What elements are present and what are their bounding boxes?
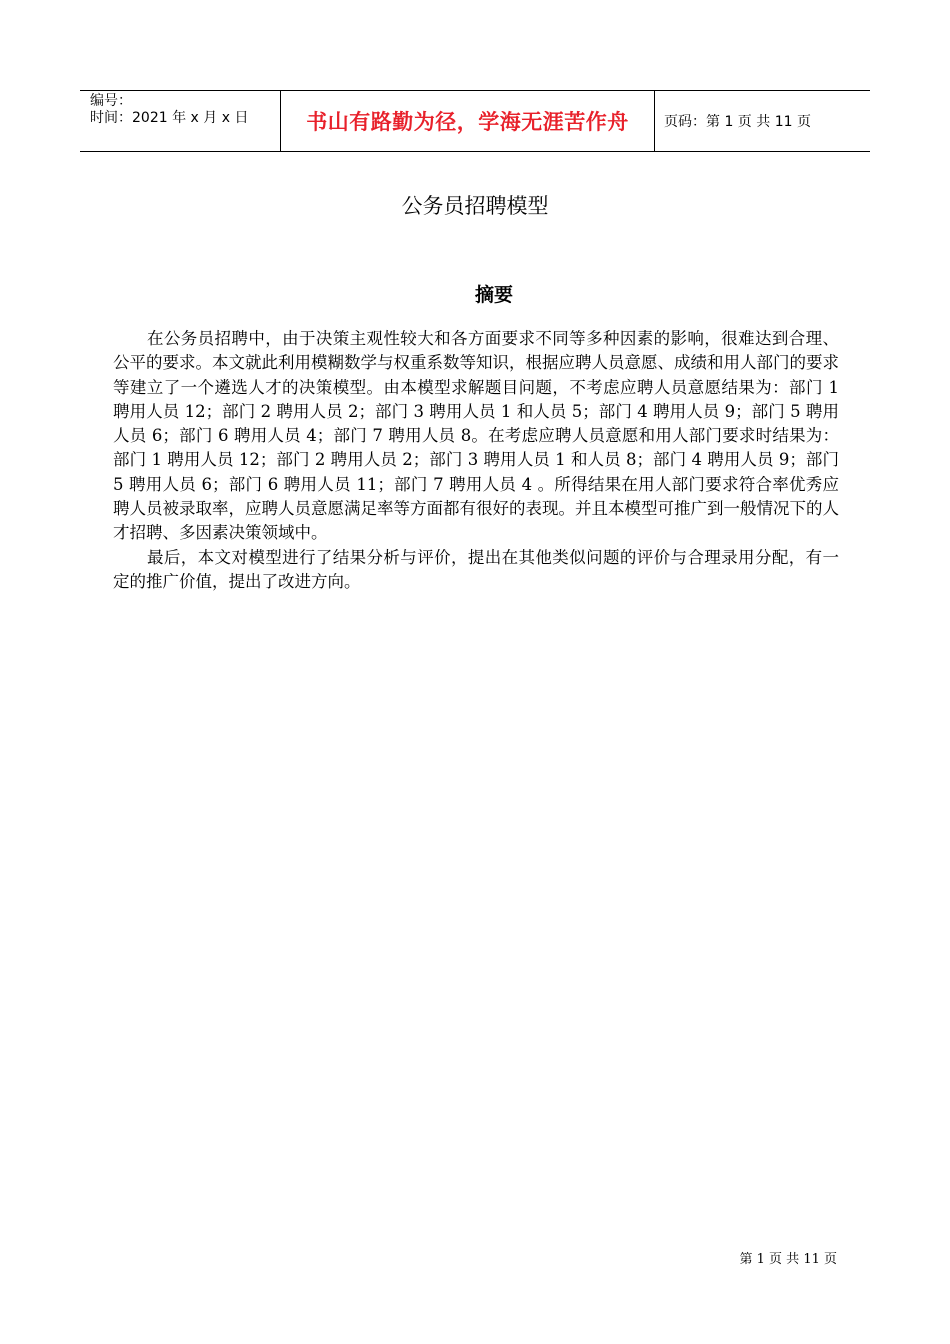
abstract-paragraph: 最后，本文对模型进行了结果分析与评价，提出在其他类似问题的评价与合理录用分配，有一定的推广价值，提出了改进方向。 [113, 547, 839, 591]
header-motto: 书山有路勤为径，学海无涯苦作舟 [281, 91, 655, 151]
document-number-label: 编号： [90, 93, 132, 109]
document-date-label: 时间：2021 年 x 月 x 日 [90, 110, 249, 126]
abstract-heading: 摘要 [474, 284, 513, 306]
abstract-body [113, 327, 839, 594]
abstract-paragraph: 在公务员招聘中，由于决策主观性较大和各方面要求不同等多种因素的影响，很难达到合理、公平的要求。本文就此利用模糊数学与权重系数等知识，根据应聘人员意愿、成绩和用人部门的要求等建立了一个遴选人才的决策模型。由本模型求解题目问题，不考虑应聘人员意愿结果为：部门 1 聘用人员 12；部门 2 聘用人员 2；部门 3 聘用人员 1 和人员 5；部门 4 聘用人员 9；部门 5 聘用人员 6；部门 6 聘用人员 4；部门 7 聘用人员 8。在考虑应聘人员意愿和用人部门要求时结果为：部门 1 聘用人员 12；部门 2 聘用人员 2；部门 3 聘用人员 1 和人员 8；部门 4 聘用人员 9；部门 5 聘用人员 6；部门 6 聘用人员 11；部门 7 聘用人员 4 。所得结果在用人部门要求符合率优秀应聘人员被录取率，应聘人员意愿满足率等方面都有很好的表现。并且本模型可推广到一般情况下的人才招聘、多因素决策领域中。 [113, 329, 840, 543]
document-title: 公务员招聘模型 [401, 194, 549, 218]
header-table [80, 90, 870, 152]
header-page-number: 页码：第 1 页 共 11 页 [664, 114, 811, 130]
header-meta-cell [80, 91, 281, 151]
footer-page-indicator: 第 1 页 共 11 页 [739, 1252, 837, 1267]
